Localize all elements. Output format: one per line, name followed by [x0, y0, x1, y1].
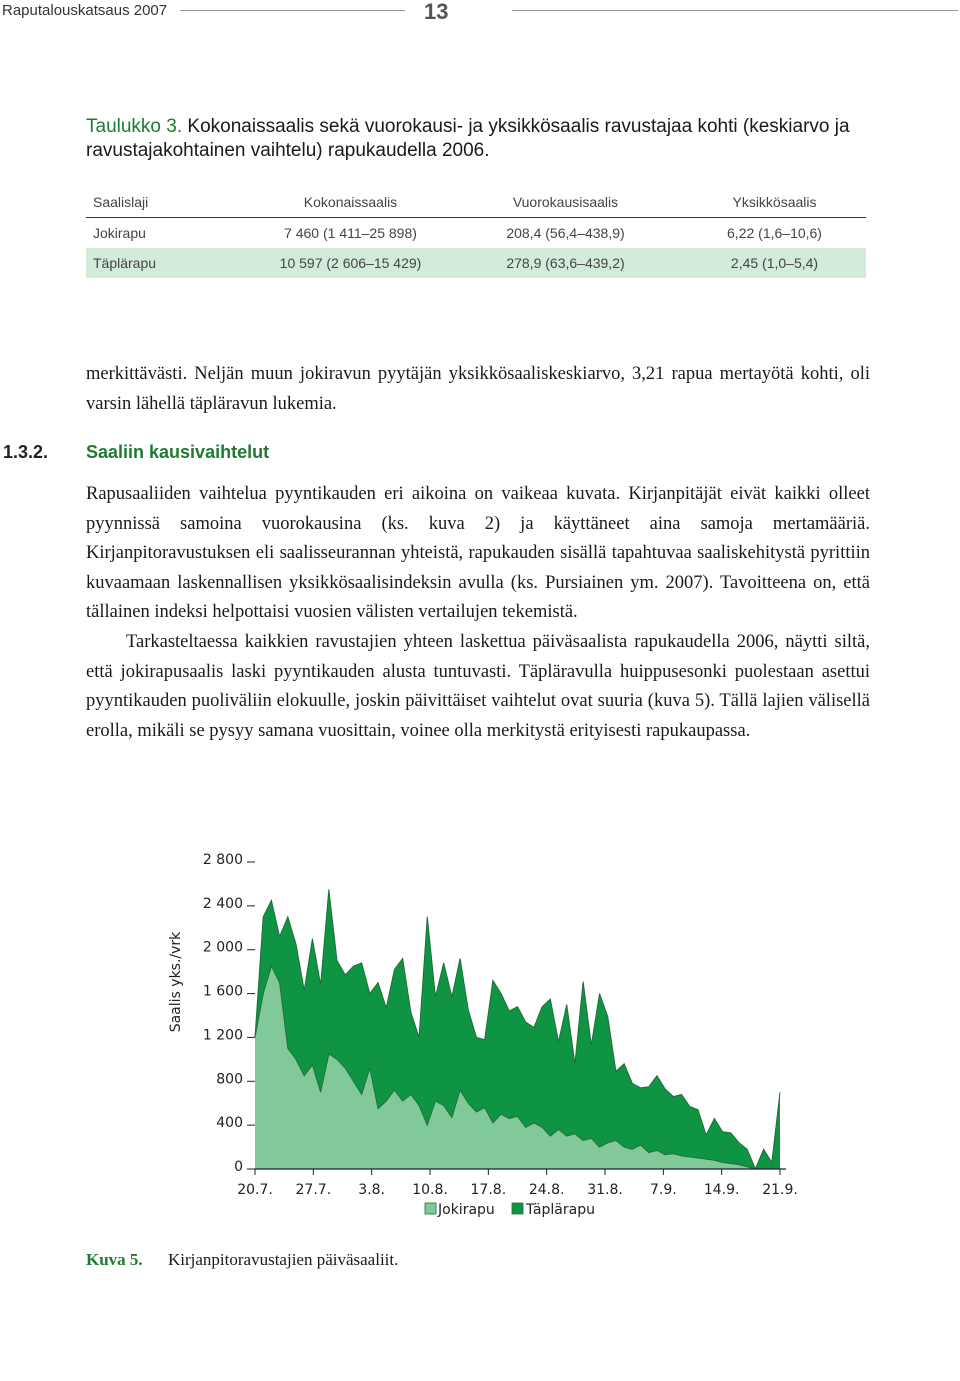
y-tick-label: 1 200: [202, 1027, 243, 1044]
figure-label: Kuva 5.: [86, 1250, 143, 1269]
y-tick-label: 800: [216, 1071, 243, 1088]
y-tick-label: 0: [234, 1159, 243, 1175]
legend-label-jokirapu: Jokirapu: [438, 1202, 495, 1218]
x-tick-label: 17.8.: [470, 1182, 507, 1198]
y-axis-ticks: [203, 852, 255, 1175]
column-header: Vuorokausisaalis: [448, 187, 683, 218]
x-axis-ticks: [237, 1169, 798, 1198]
paragraph-continuation: merkittävästi. Neljän muun jokiravun pyytäjän yksikkösaaliskeskiarvo, 3,21 rapua mertayötä kohti, oli varsin lähellä täpläravun lukemia.: [86, 364, 870, 414]
x-tick-label: 3.8.: [358, 1182, 386, 1198]
table-caption-number: Taulukko 3.: [86, 116, 183, 137]
publication-title: Raputalouskatsaus 2007: [2, 2, 168, 19]
table-cell: Täplärapu: [86, 248, 253, 278]
paragraph-daily-catch: [86, 628, 870, 746]
column-header: Kokonaissaalis: [253, 187, 448, 218]
column-header: Yksikkösaalis: [683, 187, 866, 218]
header-rule-right: [512, 10, 958, 11]
table-cell: 6,22 (1,6–10,6): [727, 225, 822, 241]
catch-table: [86, 187, 866, 278]
y-tick-label: 400: [216, 1115, 243, 1132]
x-tick-label: 31.8.: [587, 1182, 623, 1198]
paragraph-seasonal-variation: Rapusaaliiden vaihtelua pyyntikauden eri aikoina on vaikeaa kuvata. Kirjanpitäjät eivät kaikki olleet pyynnissä samoina vuorokausina (ks. kuva 2) ja käyttäneet aina samoja mertamääriä. Kirjanpitoravustuksen eli saalisseurannan yhteistä, rapukauden sisällä tapahtuvaa saaliskehitystä pyrittiin kuvaamaan laskennallisen yksikkösaalisindeksin avulla (ks. Pursiainen ym. 2007). Tavoitteena on, että tällainen indeksi helpottaisi vuosien välisten vertailujen tekemistä.: [86, 484, 870, 622]
column-header: Saalislaji: [86, 187, 253, 218]
x-tick-label: 27.7.: [295, 1182, 332, 1198]
legend-swatch-taplarapu: [512, 1203, 523, 1214]
y-axis-label: Saalis yks./vrk: [168, 931, 184, 1033]
chart-areas: [255, 889, 780, 1169]
chart-legend: [425, 1202, 595, 1218]
table-row: [86, 218, 866, 249]
table-header-row: [86, 187, 866, 218]
table-caption: [86, 115, 876, 163]
table-cell: Jokirapu: [93, 225, 146, 241]
table-cell: 7 460 (1 411–25 898): [284, 225, 417, 241]
y-tick-label: 1 600: [202, 983, 243, 1000]
table-caption-text: Kokonaissaalis sekä vuorokausi- ja yksikkösaalis ravustajaa kohti (keskiarvo ja ravustajakohtainen vaihtelu) rapukaudella 2006.: [86, 116, 850, 161]
x-tick-label: 7.9.: [649, 1182, 677, 1198]
table-cell: 208,4 (56,4–438,9): [506, 225, 625, 241]
y-tick-label: 2 000: [202, 939, 243, 956]
x-tick-label: 10.8.: [412, 1182, 448, 1198]
section-title: Saaliin kausivaihtelut: [86, 442, 270, 462]
legend-swatch-jokirapu: [425, 1203, 436, 1214]
daily-catch-chart: [160, 845, 820, 1235]
x-tick-label: 24.8.: [528, 1182, 565, 1198]
x-tick-label: 20.7.: [237, 1182, 273, 1198]
figure-caption: Kirjanpitoravustajien päiväsaaliit.: [168, 1250, 399, 1269]
x-tick-label: 21.9.: [762, 1182, 798, 1198]
x-tick-label: 14.9.: [703, 1182, 740, 1198]
table-row: [86, 248, 866, 278]
y-tick-label: 2 400: [202, 895, 243, 912]
paragraph-daily-catch-text: Tarkasteltaessa kaikkien ravustajien yhteen laskettua päiväsaalista rapukaudella 2006, näytti siltä, että jokirapusaalis laski pyyntikauden alusta tuntuvasti. Täpläravulla huippusesonki puolestaan asettui pyyntikauden puoliväliin elokuulle, joskin päivittäiset vaihtelut ovat suuria (kuva 5). Tällä lajien välisellä erolla, mikäli se pysyy samana vuosittain, voinee olla merkitystä erityisesti rapukaupassa.: [86, 632, 870, 741]
header-rule-left: [180, 10, 405, 11]
y-tick-label: 2 800: [202, 852, 243, 868]
table-cell: 2,45 (1,0–5,4): [683, 248, 866, 278]
table-cell: 10 597 (2 606–15 429): [253, 248, 448, 278]
page-number: 13: [424, 0, 449, 24]
legend-label-taplarapu: Täplärapu: [526, 1202, 595, 1218]
section-number: 1.3.2.: [3, 442, 49, 462]
table-cell: 278,9 (63,6–439,2): [448, 248, 683, 278]
